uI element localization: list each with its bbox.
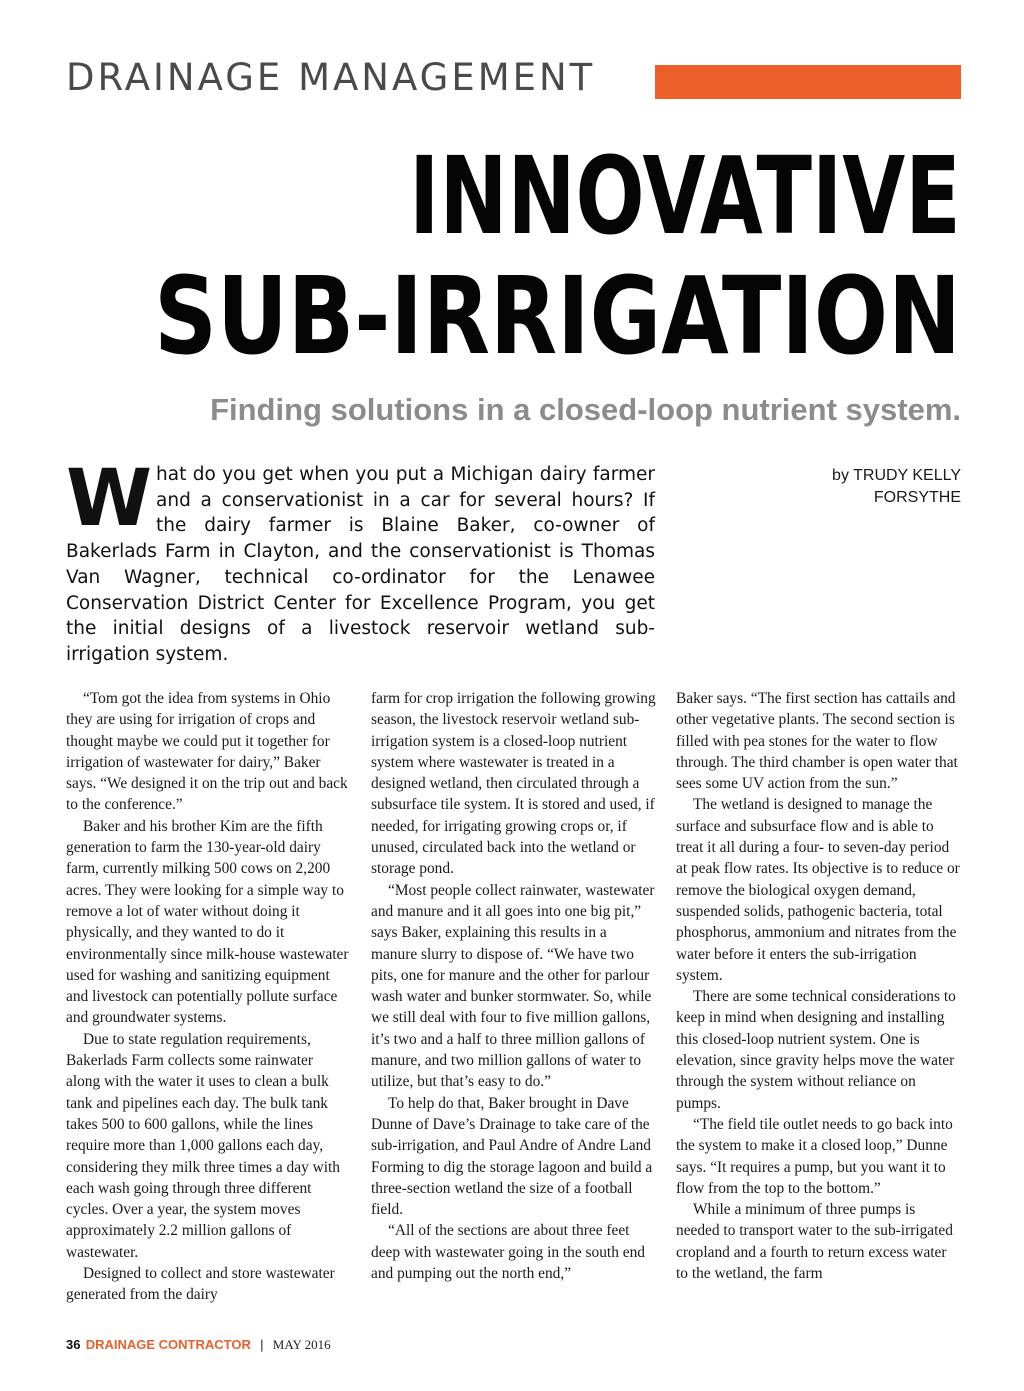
body-column-1 [66,688,351,1306]
body-paragraph: farm for crop irrigation the following growing season, the livestock reservoir wetland sub-irrigation system is a closed-loop nutrient system where wastewater is treated in a designed wetland, then circulated through a subsurface tile system. It is stored and used, if needed, for irrigating growing crops or, if unused, circulated back into the wetland or storage pond. [371,690,656,878]
byline-name-first: TRUDY KELLY [853,467,961,484]
body-column-2 [371,688,656,1284]
byline [832,465,961,509]
body-paragraph: Due to state regulation requirements, Bakerlads Farm collects some rainwater along with the water it uses to clean a bulk tank and pipelines each day. The bulk tank takes 500 to 600 gallons, while the lines require more than 1,000 gallons each day, considering they milk three times a day with each wash going through three different cycles. Over a year, the system moves approximately 2.2 million gallons of wastewater. [66,1030,340,1261]
drop-cap: W [66,454,153,544]
headline-line-2: SUB-IRRIGATION [154,255,961,379]
article-subtitle: Finding solutions in a closed-loop nutrient system. [210,392,961,427]
body-paragraph: The wetland is designed to manage the surface and subsurface flow and is able to treat it all during a four- to seven-day period at peak flow rates. Its objective is to reduce or remove the biological oxygen demand, suspended solids, pathogenic bacteria, total phosphorus, ammonium and nitrates from the water before it enters the sub-irrigation system. [676,796,960,984]
headline-line-1: INNOVATIVE [409,135,961,259]
article-body [66,688,961,1328]
intro-text: hat do you get when you put a Michigan dairy farmer and a conservationist in a car for several hours? If the dairy farmer is Blaine Baker, co-owner of Bakerlads Farm in Clayton, and the conservationist is Thomas Van Wagner, technical co-ordinator for the Lenawee Conservation District Center for Excellence Program, you get the initial designs of a livestock reservoir wetland sub-irrigation system. [66,464,655,665]
body-paragraph: Designed to collect and store wastewater generated from the dairy [66,1265,335,1304]
byline-name-last: FORSYTHE [873,489,961,506]
byline-line-1 [832,465,961,487]
body-paragraph: There are some technical considerations to keep in mind when designing and installing this closed-loop nutrient system. One is elevation, since gravity helps move the water through the system without reliance on pumps. [676,988,956,1112]
body-paragraph: To help do that, Baker brought in Dave Dunne of Dave’s Drainage to take care of the sub-irrigation, and Paul Andre of Andre Land Forming to dig the storage lagoon and build a three-section wetland the size of a football field. [371,1094,653,1219]
magazine-name: DRAINAGE CONTRACTOR [85,1337,251,1352]
body-paragraph: Baker says. “The first section has cattails and other vegetative plants. The second section is filled with pea stones for the water to flow through. The third chamber is open water that sees some UV action from the sun.” [676,690,958,793]
page-footer [66,1336,331,1354]
issue-date: MAY 2016 [272,1337,331,1352]
section-header [66,56,961,100]
footer-separator: | [260,1337,264,1352]
body-paragraph: “The field tile outlet needs to go back into the system to make it a closed loop,” Dunne says. “It requires a pump, but you want it to flow from the top to the bottom.” [676,1115,953,1197]
body-paragraph: “All of the sections are about three feet deep with wastewater going in the south end and pumping out the north end,” [371,1222,645,1283]
body-column-3 [676,688,961,1284]
body-paragraph: While a minimum of three pumps is needed to transport water to the sub-irrigated cropland and a fourth to return excess water to the wetland, the farm [676,1201,953,1283]
section-accent-bar [655,65,961,99]
body-paragraph: Baker and his brother Kim are the fifth generation to farm the 130-year-old dairy farm, currently milking 500 cows on 2,200 acres. They were looking for a simple way to remove a lot of water without doing it physically, and they wanted to do it environmentally since milk-house wastewater used for washing and sanitizing equipment and livestock can potentially pollute surface and groundwater systems. [66,817,349,1027]
body-paragraph: “Most people collect rainwater, wastewater and manure and it all goes into one big pit,” says Baker, explaining this results in a manure slurry to dispose of. “We have two pits, one for manure and the other for parlour wash water and bunker stormwater. So, while we still deal with four to five million gallons, it’s two and a half to three million gallons of manure, and two million gallons of water to utilize, but that’s easy to do.” [371,881,655,1091]
byline-prefix: by [832,467,849,484]
page-number: 36 [66,1337,81,1352]
body-paragraph: “Tom got the idea from systems in Ohio they are using for irrigation of crops and thought maybe we could put it together for irrigation of wastewater for dairy,” Baker says. “We designed it on the trip out and back to the conference.” [66,690,348,814]
intro-paragraph [66,454,655,668]
section-label: DRAINAGE MANAGEMENT [66,56,596,99]
